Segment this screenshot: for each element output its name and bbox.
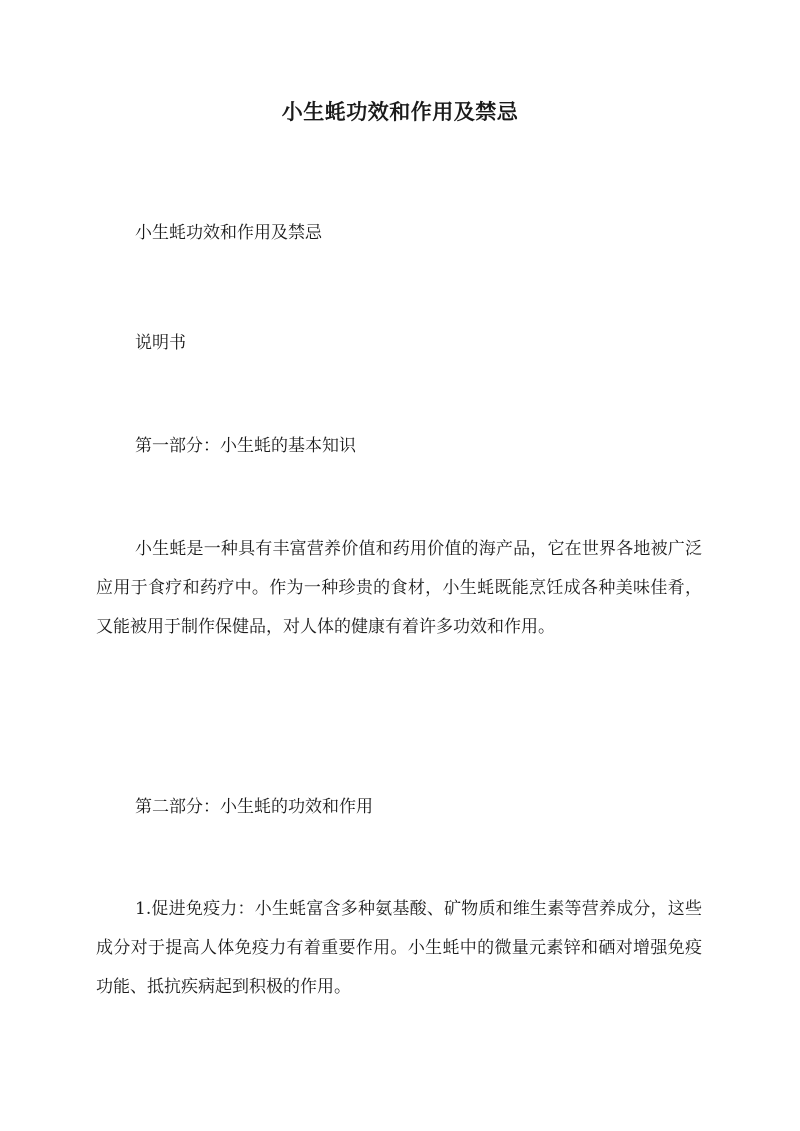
- part1-heading: 第一部分：小生蚝的基本知识: [135, 436, 356, 456]
- item1-paragraph-block: [96, 890, 702, 1007]
- document-subtitle: 小生蚝功效和作用及禁忌: [135, 223, 322, 243]
- part1-paragraph: 小生蚝是一种具有丰富营养价值和药用价值的海产品，它在世界各地被广泛应用于食疗和药疗中。作为一种珍贵的食材，小生蚝既能烹饪成各种美味佳肴，又能被用于制作保健品，对人体的健康有着许多功效和作用。: [96, 539, 702, 637]
- document-title: 小生蚝功效和作用及禁忌: [281, 99, 519, 124]
- part2-heading: 第二部分：小生蚝的功效和作用: [135, 797, 373, 817]
- manual-label: 说明书: [135, 333, 186, 353]
- item1-paragraph: 1.促进免疫力：小生蚝富含多种氨基酸、矿物质和维生素等营养成分，这些成分对于提高人体免疫力有着重要作用。小生蚝中的微量元素锌和硒对增强免疫功能、抵抗疾病起到积极的作用。: [96, 899, 702, 997]
- part1-paragraph-block: [96, 530, 702, 647]
